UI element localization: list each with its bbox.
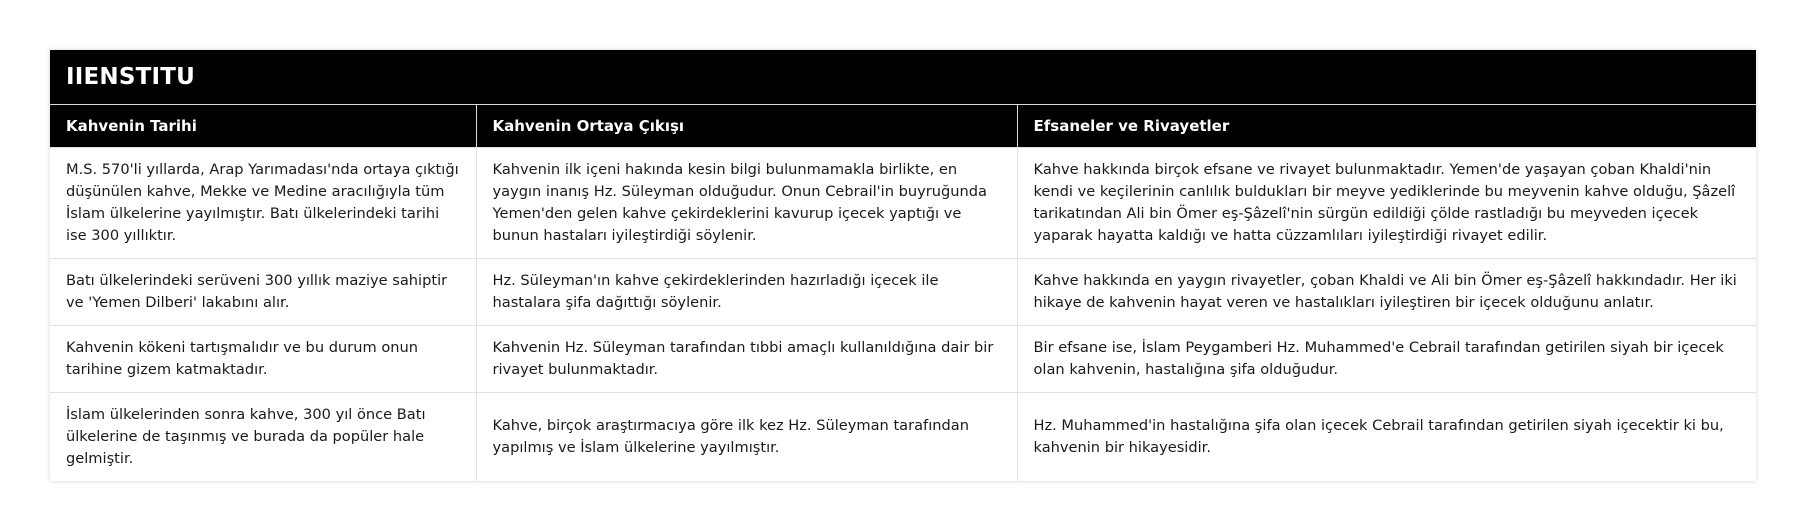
table-row	[50, 148, 1756, 259]
table-cell: Kahvenin Hz. Süleyman tarafından tıbbi amaçlı kullanıldığına dair bir rivayet bulunmaktadır.	[476, 326, 1017, 393]
column-header-legends: Efsaneler ve Rivayetler	[1017, 105, 1756, 148]
table-row	[50, 393, 1756, 482]
table-header-row	[50, 105, 1756, 148]
table-cell: Batı ülkelerindeki serüveni 300 yıllık maziye sahiptir ve 'Yemen Dilberi' lakabını alır.	[50, 259, 476, 326]
table-cell: Kahve hakkında en yaygın rivayetler, çoban Khaldi ve Ali bin Ömer eş-Şâzelî hakkındadır. Her iki hikaye de kahvenin hayat veren ve hastalıkları iyileştiren bir içecek olduğunu anlatır.	[1017, 259, 1756, 326]
table-row	[50, 259, 1756, 326]
history-table	[50, 104, 1756, 481]
table-cell: Kahvenin kökeni tartışmalıdır ve bu durum onun tarihine gizem katmaktadır.	[50, 326, 476, 393]
table-cell: Bir efsane ise, İslam Peygamberi Hz. Muhammed'e Cebrail tarafından getirilen siyah bir içecek olan kahvenin, hastalığına şifa olduğudur.	[1017, 326, 1756, 393]
table-cell: Kahvenin ilk içeni hakında kesin bilgi bulunmamakla birlikte, en yaygın inanış Hz. Süleyman olduğudur. Onun Cebrail'in buyruğunda Yemen'den gelen kahve çekirdeklerini kavurup içecek yaptığı ve bunun hastaları iyileştirdiği söylenir.	[476, 148, 1017, 259]
table-cell: Hz. Muhammed'in hastalığına şifa olan içecek Cebrail tarafından getirilen siyah içecektir ki bu, kahvenin bir hikayesidir.	[1017, 393, 1756, 482]
table-cell: Kahve hakkında birçok efsane ve rivayet bulunmaktadır. Yemen'de yaşayan çoban Khaldi'nin kendi ve keçilerinin canlılık buldukları bir meyve yediklerinde bu meyvenin kahve olduğu, Şâzelî tarikatından Ali bin Ömer eş-Şâzelî'nin sürgün edildiği çölde rastladığı bu meyveden içecek yaparak hayatta kaldığı ve hatta cüzzamlıları iyileştirdiği rivayet edilir.	[1017, 148, 1756, 259]
table-row	[50, 326, 1756, 393]
column-header-history: Kahvenin Tarihi	[50, 105, 476, 148]
column-header-origin: Kahvenin Ortaya Çıkışı	[476, 105, 1017, 148]
table-cell: Hz. Süleyman'ın kahve çekirdeklerinden hazırladığı içecek ile hastalara şifa dağıttığı söylenir.	[476, 259, 1017, 326]
table-cell: İslam ülkelerinden sonra kahve, 300 yıl önce Batı ülkelerine de taşınmış ve burada da popüler hale gelmiştir.	[50, 393, 476, 482]
table-cell: M.S. 570'li yıllarda, Arap Yarımadası'nda ortaya çıktığı düşünülen kahve, Mekke ve Medine aracılığıyla tüm İslam ülkelerine yayılmıştır. Batı ülkelerindeki tarihi ise 300 yıllıktır.	[50, 148, 476, 259]
brand-title: IIENSTITU	[50, 50, 1756, 104]
table-cell: Kahve, birçok araştırmacıya göre ilk kez Hz. Süleyman tarafından yapılmış ve İslam ülkelerine yayılmıştır.	[476, 393, 1017, 482]
content-card	[50, 50, 1756, 481]
